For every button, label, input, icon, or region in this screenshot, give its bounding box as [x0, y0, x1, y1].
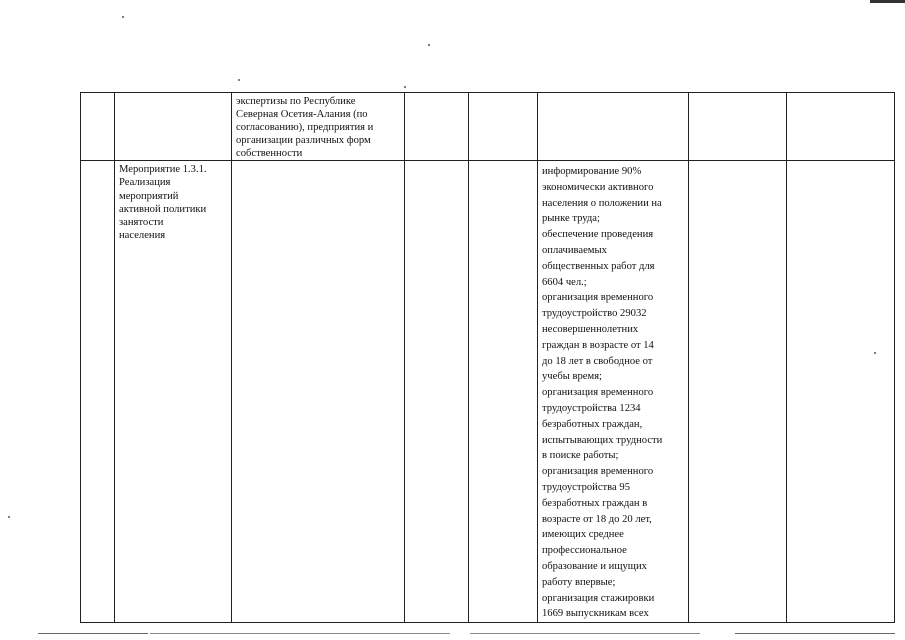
table-cell-organizations	[232, 161, 405, 623]
expected-results-text: информирование 90% экономически активного населения о положении на рынке труда; обеспечение проведения оплачиваемых общественных работ для 6604 чел.; организация временного трудоустройство 29032 несовершеннолетних граждан в возрасте от 14 до 18 лет в свободное от учебы время; организация временного трудоустройства 1234 безработных граждан, испытывающих трудности в поиске работы; организация временного трудоустройства 95 безработных граждан в возрасте от 18 до 20 лет, имеющих среднее профессиональное образование и ищущих работу впервые; организация стажировки 1669 выпускникам всех	[542, 166, 663, 620]
table-cell-consequences	[689, 93, 787, 161]
table-cell-number	[81, 161, 115, 623]
table-cell-event	[115, 93, 232, 161]
organizations-text: экспертизы по Республике Северная Осетия-Алания (по согласованию), предприятия и организации различных форм собственности	[236, 96, 374, 159]
table-cell-organizations	[232, 93, 405, 161]
table-cell-link	[787, 161, 895, 623]
event-title-text: Мероприятие 1.3.1. Реализация мероприятий активной политики занятости населения	[119, 164, 207, 242]
scan-speck	[404, 86, 406, 88]
scan-speck	[122, 16, 124, 18]
scan-corner-mark	[870, 0, 905, 3]
table-cell-consequences	[689, 161, 787, 623]
scan-bottom-line	[735, 633, 895, 634]
table-cell-event	[115, 161, 232, 623]
table-row	[81, 161, 895, 623]
table-row	[81, 93, 895, 161]
table-cell-period-end	[469, 161, 538, 623]
scan-speck	[8, 516, 10, 518]
scan-bottom-line	[470, 633, 700, 634]
table-cell-link	[787, 93, 895, 161]
scan-speck	[428, 44, 430, 46]
scan-bottom-line	[150, 633, 450, 634]
program-table	[80, 92, 895, 623]
scan-speck	[238, 79, 240, 81]
table-cell-number	[81, 93, 115, 161]
table-cell-expected-results	[538, 161, 689, 623]
scan-bottom-line	[38, 633, 148, 634]
table-cell-expected-results	[538, 93, 689, 161]
table-cell-period-end	[469, 93, 538, 161]
table-cell-period-start	[405, 161, 469, 623]
table-cell-period-start	[405, 93, 469, 161]
